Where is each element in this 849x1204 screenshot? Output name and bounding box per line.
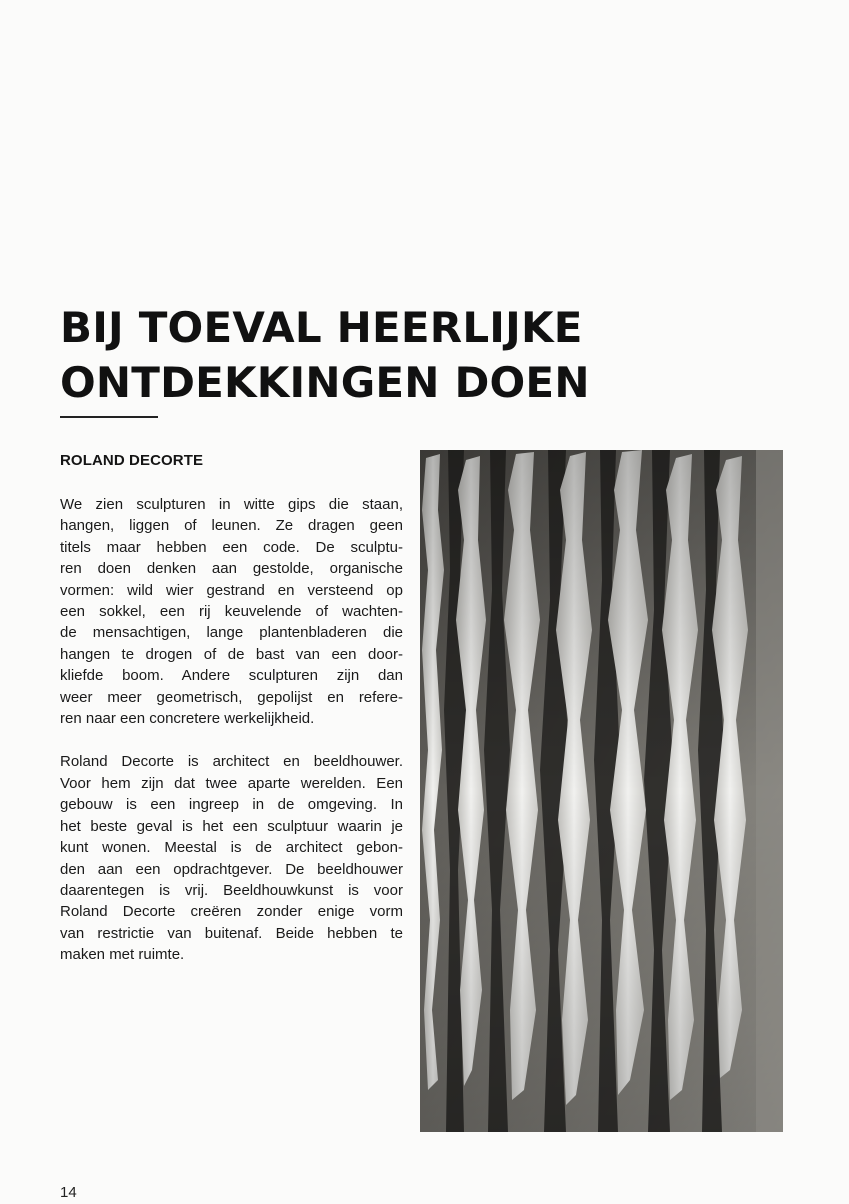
author-name: ROLAND DECORTE [60, 452, 204, 469]
paragraph-line: weer meer geometrisch, gepolijst en refere- [60, 688, 403, 706]
paragraph-line: titels maar hebben een code. De sculptu- [60, 538, 403, 556]
paragraph-line: het beste geval is het een sculptuur waarin je [60, 817, 403, 835]
paragraph-line: hangen te drogen of de bast van een door- [60, 645, 403, 663]
paragraph-line: vormen: wild wier gestrand en versteend op [60, 581, 403, 599]
paragraph-line: ren doen denken aan gestolde, organische [60, 560, 403, 578]
title-divider [60, 416, 158, 418]
paragraph-line: Roland Decorte is architect en beeldhouwer. [60, 753, 403, 771]
sculpture-photo-graphic [420, 450, 783, 1132]
article-body [60, 494, 403, 988]
title-line-2: ONTDEKKINGEN DOEN [60, 358, 590, 407]
title-line-1: BIJ TOEVAL HEERLIJKE [60, 303, 583, 352]
paragraph-line: daarentegen is vrij. Beeldhouwkunst is voor [60, 881, 403, 899]
paragraph-line: Voor hem zijn dat twee aparte werelden. Een [60, 774, 403, 792]
paragraph-line: kliefde boom. Andere sculpturen zijn dan [60, 667, 403, 685]
paragraph-line: een sokkel, een rij keuvelende of wachten- [60, 603, 403, 621]
paragraph-line: gebouw is een ingreep in de omgeving. In [60, 796, 403, 814]
sculpture-photo [420, 450, 783, 1132]
photo-shading [420, 450, 783, 1132]
wall-edge [756, 450, 783, 1132]
paragraph-line: ren naar een concretere werkelijkheid. [60, 710, 315, 728]
page-number: 14 [60, 1184, 77, 1201]
article-title [60, 300, 590, 410]
paragraph-1 [60, 494, 403, 729]
paragraph-line: den aan een opdrachtgever. De beeldhouwer [60, 860, 403, 878]
paragraph-line: kunt wonen. Meestal is de architect gebon- [60, 839, 403, 857]
paragraph-line: We zien sculpturen in witte gips die staan, [60, 496, 403, 513]
paragraph-2 [60, 751, 403, 965]
paragraph-line: de mensachtigen, lange plantenbladeren die [60, 624, 403, 642]
paragraph-line: van restrictie van buitenaf. Beide hebben te [60, 924, 403, 942]
paragraph-line: maken met ruimte. [60, 946, 185, 964]
paragraph-line: hangen, liggen of leunen. Ze dragen geen [60, 517, 403, 535]
paragraph-line: Roland Decorte creëren zonder enige vorm [60, 903, 403, 921]
